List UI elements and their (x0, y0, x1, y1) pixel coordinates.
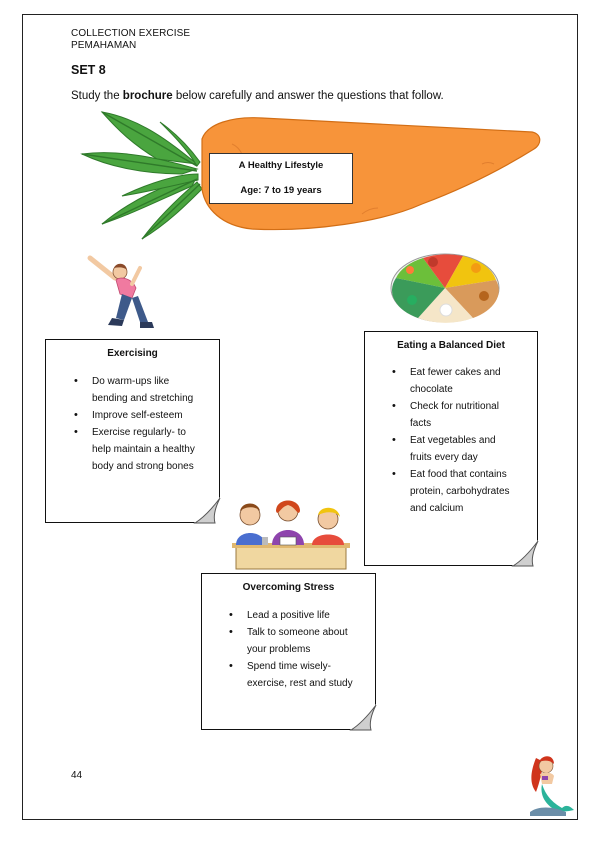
list-item: bending and stretching (92, 393, 194, 404)
list-item: • Spend time wisely- (247, 658, 375, 675)
list-item: • Eat fewer cakes and (410, 364, 535, 381)
list-item: your problems (247, 644, 311, 655)
exercising-note (45, 339, 220, 523)
list-item: facts (410, 418, 432, 429)
diet-note (364, 331, 538, 566)
banner-age: Age: 7 to 19 years (240, 185, 322, 196)
instruction-start: Study the (71, 90, 123, 102)
instruction-end: below carefully and answer the questions that follow. (172, 90, 444, 102)
diet-title: Eating a Balanced Diet (397, 340, 505, 351)
friends-talking-icon (228, 493, 353, 573)
pemahaman-heading: PEMAHAMAN (71, 40, 137, 51)
instruction-text (71, 90, 444, 102)
list-item: chocolate (410, 384, 453, 395)
stress-note (201, 573, 376, 730)
instruction-bold-word: brochure (122, 90, 173, 102)
banner-box (209, 153, 353, 204)
collection-exercise-heading: COLLECTION EXERCISE (71, 28, 191, 39)
list-item: • Lead a positive life (247, 607, 375, 624)
list-item: fruits every day (410, 452, 478, 463)
page-curl-icon (349, 703, 377, 731)
exercising-list (92, 373, 217, 475)
mermaid-icon (522, 752, 578, 818)
list-item: • Do warm-ups like (92, 373, 217, 390)
banner-title: A Healthy Lifestyle (238, 160, 324, 171)
list-item: • Exercise regularly- to (92, 424, 217, 441)
exercising-title: Exercising (107, 348, 158, 359)
diet-list (410, 364, 535, 517)
page-curl-icon (193, 496, 221, 524)
list-item: • Talk to someone about (247, 624, 375, 641)
stress-list (247, 607, 375, 692)
stress-title: Overcoming Stress (242, 582, 335, 593)
list-item: and calcium (410, 503, 464, 514)
list-item: body and strong bones (92, 461, 194, 472)
food-plate-icon (388, 248, 502, 326)
list-item: • Eat vegetables and (410, 432, 535, 449)
list-item: • Improve self-esteem (92, 407, 217, 424)
page-number: 44 (71, 770, 83, 781)
list-item: help maintain a healthy (92, 444, 195, 455)
list-item: • Check for nutritional (410, 398, 535, 415)
list-item: exercise, rest and study (247, 678, 353, 689)
list-item: protein, carbohydrates (410, 486, 510, 497)
set-title: SET 8 (71, 63, 106, 77)
girl-stretching-icon (80, 250, 165, 335)
list-item: • Eat food that contains (410, 466, 535, 483)
page-curl-icon (511, 539, 539, 567)
